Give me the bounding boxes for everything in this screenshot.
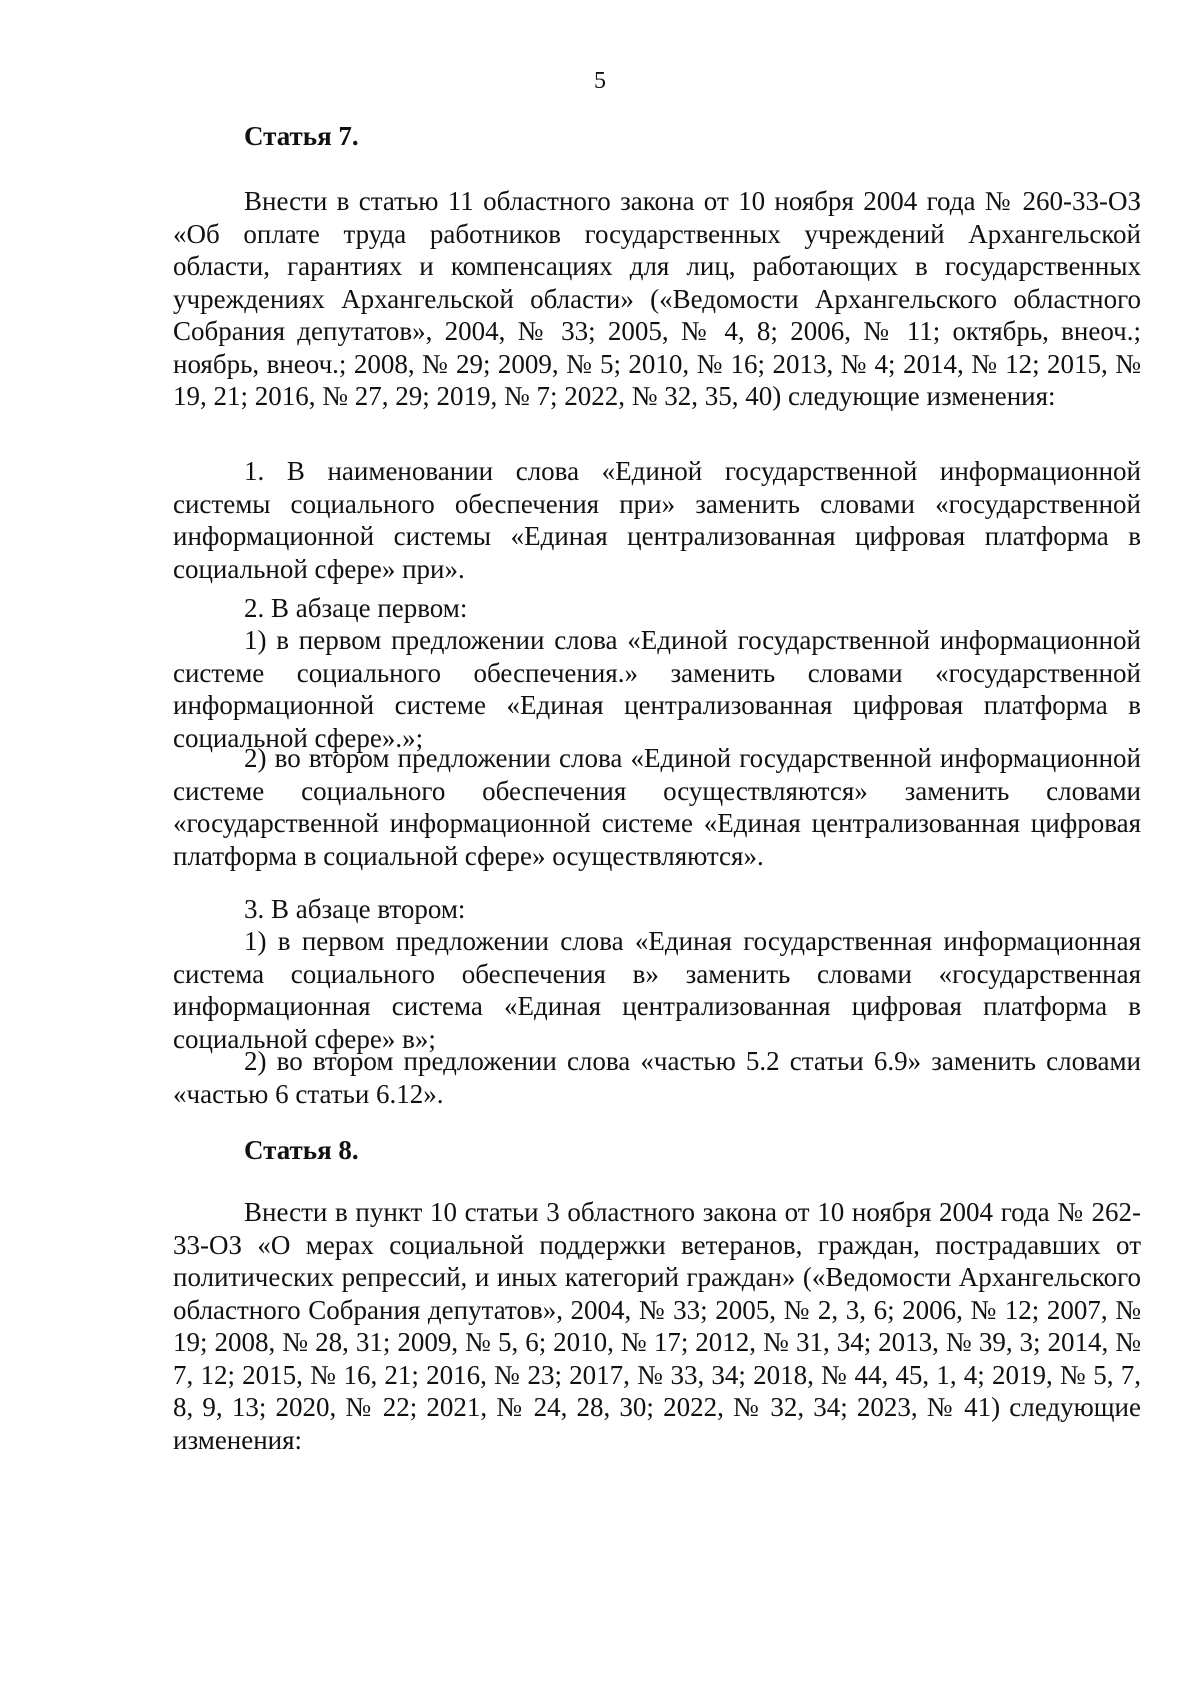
article-8-intro: Внести в пункт 10 статьи 3 областного закона от 10 ноября 2004 года № 262-33-ОЗ «О мерах социальной поддержки ветеранов, граждан, пострадавших от политических репрессий, и иных категорий граждан» («Ведомости Архангельского областного Собрания депутатов», 2004, № 33; 2005, № 2, 3, 6; 2006, № 12; 2007, № 19; 2008, № 28, 31; 2009, № 5, 6; 2010, № 17; 2012, № 31, 34; 2013, № 39, 3; 2014, № 7, 12; 2015, № 16, 21; 2016, № 23; 2017, № 33, 34; 2018, № 44, 45, 1, 4; 2019, № 5, 7, 8, 9, 13; 2020, № 22; 2021, № 24, 28, 30; 2022, № 32, 34; 2023, № 41) следующие изменения:: [173, 1197, 1141, 1455]
article-7-heading: Статья 7.: [244, 121, 359, 151]
article-7-intro: Внести в статью 11 областного закона от 10 ноября 2004 года № 260-33-ОЗ «Об оплате труда работников государственных учреждений Архангельской области, гарантиях и компенсациях для лиц, работающих в государственных учреждениях Архангельской области» («Ведомости Архангельского областного Собрания депутатов», 2004, № 33; 2005, № 4, 8; 2006, № 11; октябрь, внеоч.; ноябрь, внеоч.; 2008, № 29; 2009, № 5; 2010, № 16; 2013, № 4; 2014, № 12; 2015, № 19, 21; 2016, № 27, 29; 2019, № 7; 2022, № 32, 35, 40) следующие изменения:: [173, 186, 1141, 411]
article-7-item-3-subitem-2: 2) во втором предложении слова «частью 5.2 статьи 6.9» заменить словами «частью 6 статьи 6.12».: [173, 1046, 1141, 1109]
article-7-item-2-subitem-2: 2) во втором предложении слова «Единой государственной информационной системе социального обеспечения осуществляются» заменить словами «государственной информационной системе «Единая централизованная цифровая платформа в социальной сфере» осуществляются».: [173, 743, 1141, 871]
article-7-item-3-subitem-1: 1) в первом предложении слова «Единая государственная информационная система социального обеспечения в» заменить словами «государственная информационная система «Единая централизованная цифровая платформа в социальной сфере» в»;: [173, 926, 1141, 1054]
page-number: 5: [594, 68, 606, 94]
article-7-item-2-subitem-1: 1) в первом предложении слова «Единой государственной информационной системе социального обеспечения.» заменить словами «государственной информационной системе «Единая централизованная цифровая платформа в социальной сфере».»;: [173, 625, 1141, 753]
article-7-item-3-heading: 3. В абзаце втором:: [244, 894, 466, 924]
article-7-item-1: 1. В наименовании слова «Единой государственной информационной системы социального обеспечения при» заменить словами «государственной информационной системы «Единая централизованная цифровая платформа в социальной сфере» при».: [173, 456, 1141, 584]
article-8-heading: Статья 8.: [244, 1135, 359, 1165]
article-7-item-2-heading: 2. В абзаце первом:: [244, 593, 468, 623]
